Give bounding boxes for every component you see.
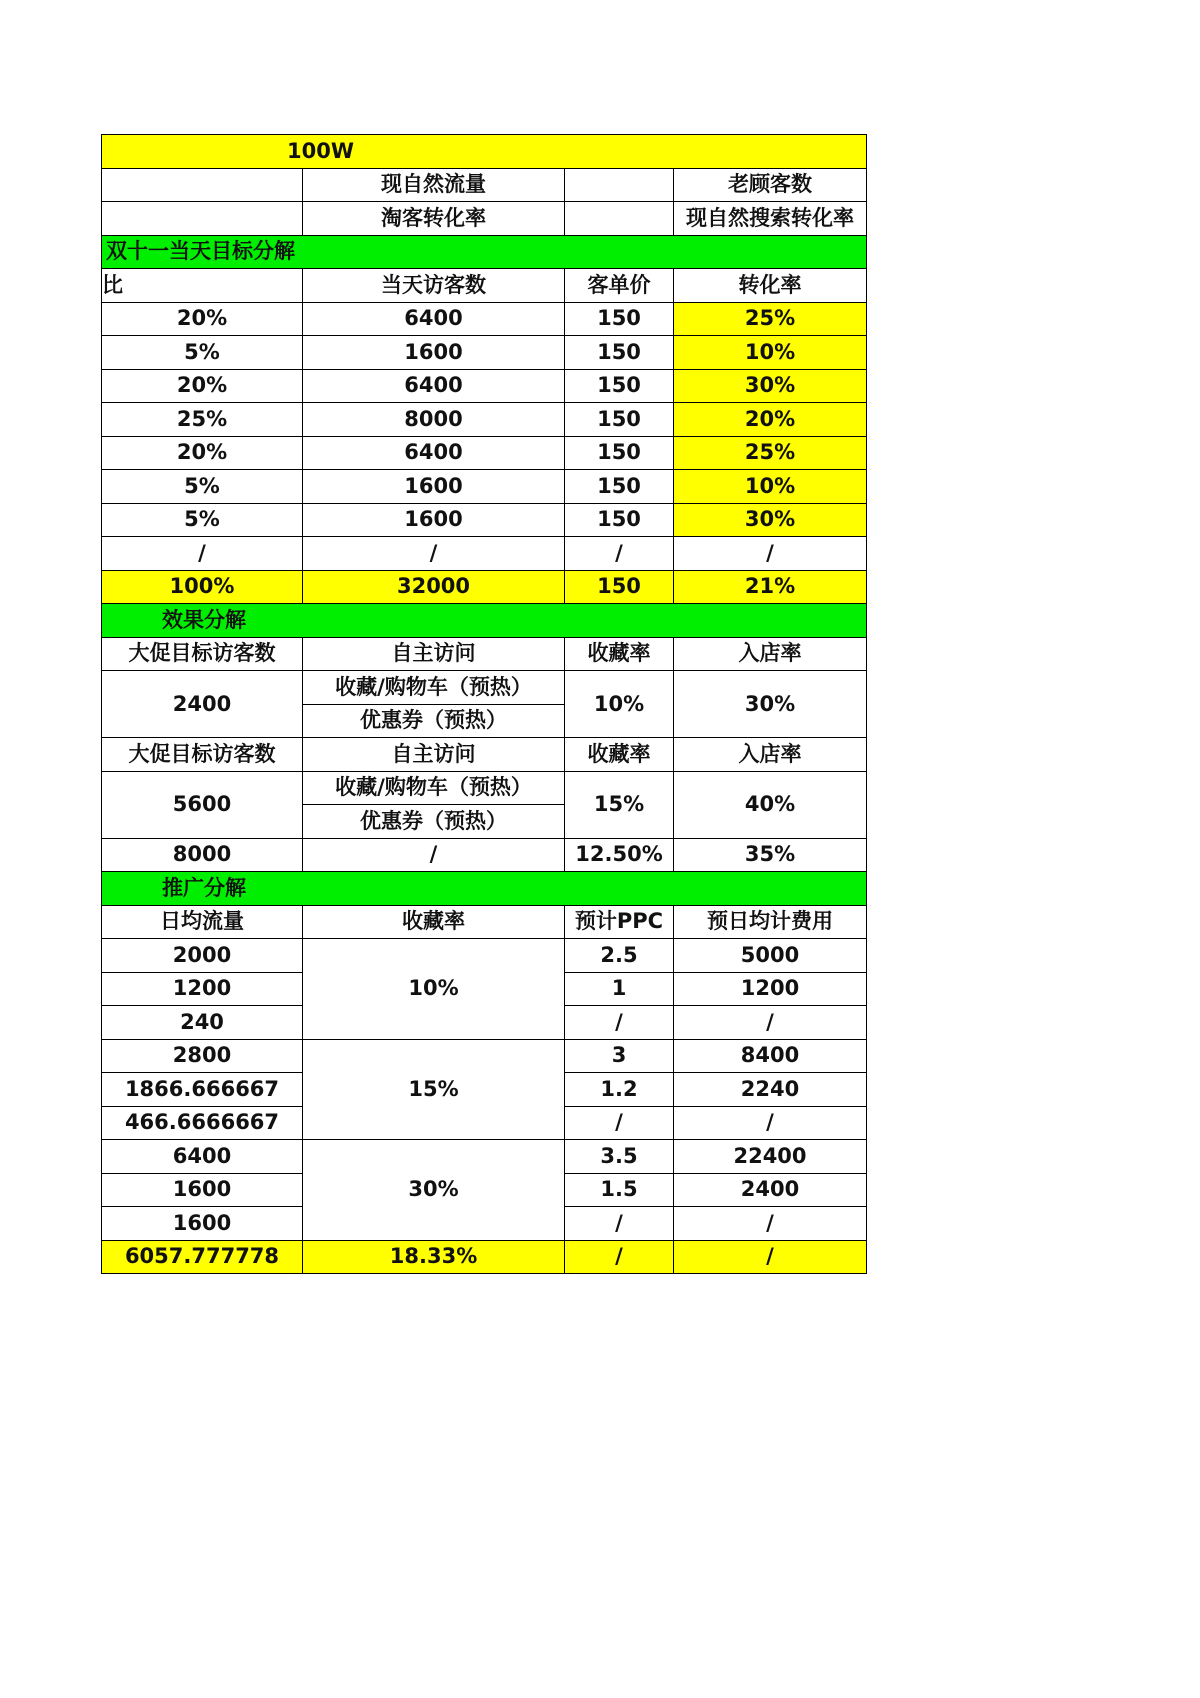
entry-rate-cell: 40% [674, 771, 867, 838]
section2-title-row [102, 604, 867, 638]
section2-block2-row-1 [102, 771, 867, 805]
section1-data-row [102, 537, 867, 571]
data-cell: 20% [102, 369, 303, 403]
traffic-cell: 240 [102, 1006, 303, 1040]
section-title: 效果分解 [102, 604, 867, 638]
traffic-cell: 6400 [102, 1140, 303, 1174]
column-header: 入店率 [674, 738, 867, 772]
cost-cell: / [674, 1106, 867, 1140]
header-label: 现自然搜索转化率 [674, 202, 867, 236]
entry-rate-cell: 30% [674, 671, 867, 738]
data-cell: / [102, 537, 303, 571]
data-cell: 25% [102, 403, 303, 437]
data-cell: 150 [565, 470, 674, 504]
cost-cell: / [674, 1207, 867, 1241]
data-cell: 150 [565, 403, 674, 437]
summary-cell: / [303, 838, 565, 872]
column-header: 转化率 [674, 269, 867, 303]
column-header: 大促目标访客数 [102, 738, 303, 772]
section2-block1-row-1 [102, 671, 867, 705]
total-cell: 6057.777778 [102, 1240, 303, 1274]
column-header: 客单价 [565, 269, 674, 303]
ppc-cell: 1 [565, 972, 674, 1006]
cost-cell: 22400 [674, 1140, 867, 1174]
ppc-cell: 3.5 [565, 1140, 674, 1174]
total-cell: / [674, 1240, 867, 1274]
data-cell: 5% [102, 503, 303, 537]
sheet-title: 100W [102, 135, 867, 169]
column-header: 入店率 [674, 637, 867, 671]
summary-cell: 8000 [102, 838, 303, 872]
data-cell: 30% [674, 503, 867, 537]
data-cell: 150 [565, 436, 674, 470]
ppc-cell: 1.5 [565, 1173, 674, 1207]
data-cell: 30% [674, 369, 867, 403]
section1-data-row [102, 336, 867, 370]
column-header: 收藏率 [565, 637, 674, 671]
summary-cell: 35% [674, 838, 867, 872]
ppc-cell: / [565, 1207, 674, 1241]
column-header: 收藏率 [565, 738, 674, 772]
fav-rate-cell: 15% [303, 1039, 565, 1140]
section2-block1-header-row [102, 637, 867, 671]
column-header: 自主访问 [303, 637, 565, 671]
section3-data-row [102, 1140, 867, 1174]
source-cell: 收藏/购物车（预热） [303, 771, 565, 805]
section-title: 双十一当天目标分解 [102, 235, 867, 269]
cost-cell: 5000 [674, 939, 867, 973]
fav-rate-cell: 15% [565, 771, 674, 838]
section3-title-row [102, 872, 867, 906]
section1-total-row [102, 570, 867, 604]
ppc-cell: / [565, 1006, 674, 1040]
header-title-row [102, 135, 867, 169]
section1-title-row [102, 235, 867, 269]
column-header: 比 [102, 269, 303, 303]
traffic-cell: 2800 [102, 1039, 303, 1073]
ppc-cell: 3 [565, 1039, 674, 1073]
section1-data-row [102, 302, 867, 336]
column-header: 日均流量 [102, 905, 303, 939]
section3-data-row [102, 939, 867, 973]
fav-rate-cell: 10% [565, 671, 674, 738]
cost-cell: / [674, 1006, 867, 1040]
total-cell: 21% [674, 570, 867, 604]
column-header: 自主访问 [303, 738, 565, 772]
data-cell: 10% [674, 470, 867, 504]
section-title: 推广分解 [102, 872, 867, 906]
data-cell: 150 [565, 503, 674, 537]
source-cell: 优惠券（预热） [303, 704, 565, 738]
summary-cell: 12.50% [565, 838, 674, 872]
data-cell: 150 [565, 369, 674, 403]
header-label: 老顾客数 [674, 168, 867, 202]
section2-summary-row [102, 838, 867, 872]
data-cell: 1600 [303, 503, 565, 537]
fav-rate-cell: 30% [303, 1140, 565, 1241]
data-cell: 25% [674, 436, 867, 470]
ppc-cell: 1.2 [565, 1073, 674, 1107]
ppc-cell: 2.5 [565, 939, 674, 973]
spreadsheet-table [101, 134, 867, 1274]
section1-column-header-row [102, 269, 867, 303]
header-row-1 [102, 168, 867, 202]
source-cell: 收藏/购物车（预热） [303, 671, 565, 705]
traffic-cell: 2000 [102, 939, 303, 973]
fav-rate-cell: 10% [303, 939, 565, 1040]
total-cell: 32000 [303, 570, 565, 604]
data-cell: 5% [102, 470, 303, 504]
section3-total-row [102, 1240, 867, 1274]
empty-cell [565, 168, 674, 202]
cost-cell: 2400 [674, 1173, 867, 1207]
column-header: 收藏率 [303, 905, 565, 939]
data-cell: 150 [565, 302, 674, 336]
section1-data-row [102, 503, 867, 537]
cost-cell: 8400 [674, 1039, 867, 1073]
total-cell: / [565, 1240, 674, 1274]
data-cell: 8000 [303, 403, 565, 437]
section3-column-header-row [102, 905, 867, 939]
header-row-2 [102, 202, 867, 236]
data-cell: / [674, 537, 867, 571]
data-cell: / [303, 537, 565, 571]
section2-block2-header-row [102, 738, 867, 772]
section1-data-row [102, 403, 867, 437]
data-cell: 1600 [303, 470, 565, 504]
section1-data-row [102, 470, 867, 504]
visitors-cell: 2400 [102, 671, 303, 738]
data-cell: 150 [565, 336, 674, 370]
cost-cell: 1200 [674, 972, 867, 1006]
data-cell: 20% [102, 436, 303, 470]
data-cell: 20% [102, 302, 303, 336]
total-cell: 150 [565, 570, 674, 604]
traffic-cell: 1200 [102, 972, 303, 1006]
traffic-cell: 1866.666667 [102, 1073, 303, 1107]
data-cell: 6400 [303, 369, 565, 403]
data-cell: / [565, 537, 674, 571]
traffic-cell: 466.6666667 [102, 1106, 303, 1140]
ppc-cell: / [565, 1106, 674, 1140]
cost-cell: 2240 [674, 1073, 867, 1107]
empty-cell [102, 168, 303, 202]
data-cell: 1600 [303, 336, 565, 370]
visitors-cell: 5600 [102, 771, 303, 838]
section1-data-row [102, 369, 867, 403]
traffic-cell: 1600 [102, 1207, 303, 1241]
data-cell: 6400 [303, 436, 565, 470]
header-label: 淘客转化率 [303, 202, 565, 236]
empty-cell [565, 202, 674, 236]
section3-data-row [102, 1039, 867, 1073]
column-header: 大促目标访客数 [102, 637, 303, 671]
traffic-cell: 1600 [102, 1173, 303, 1207]
data-cell: 5% [102, 336, 303, 370]
section1-data-row [102, 436, 867, 470]
data-cell: 20% [674, 403, 867, 437]
data-cell: 6400 [303, 302, 565, 336]
empty-cell [102, 202, 303, 236]
column-header: 当天访客数 [303, 269, 565, 303]
source-cell: 优惠券（预热） [303, 805, 565, 839]
header-label: 现自然流量 [303, 168, 565, 202]
column-header: 预日均计费用 [674, 905, 867, 939]
data-cell: 10% [674, 336, 867, 370]
data-cell: 25% [674, 302, 867, 336]
total-cell: 18.33% [303, 1240, 565, 1274]
column-header: 预计PPC [565, 905, 674, 939]
total-cell: 100% [102, 570, 303, 604]
